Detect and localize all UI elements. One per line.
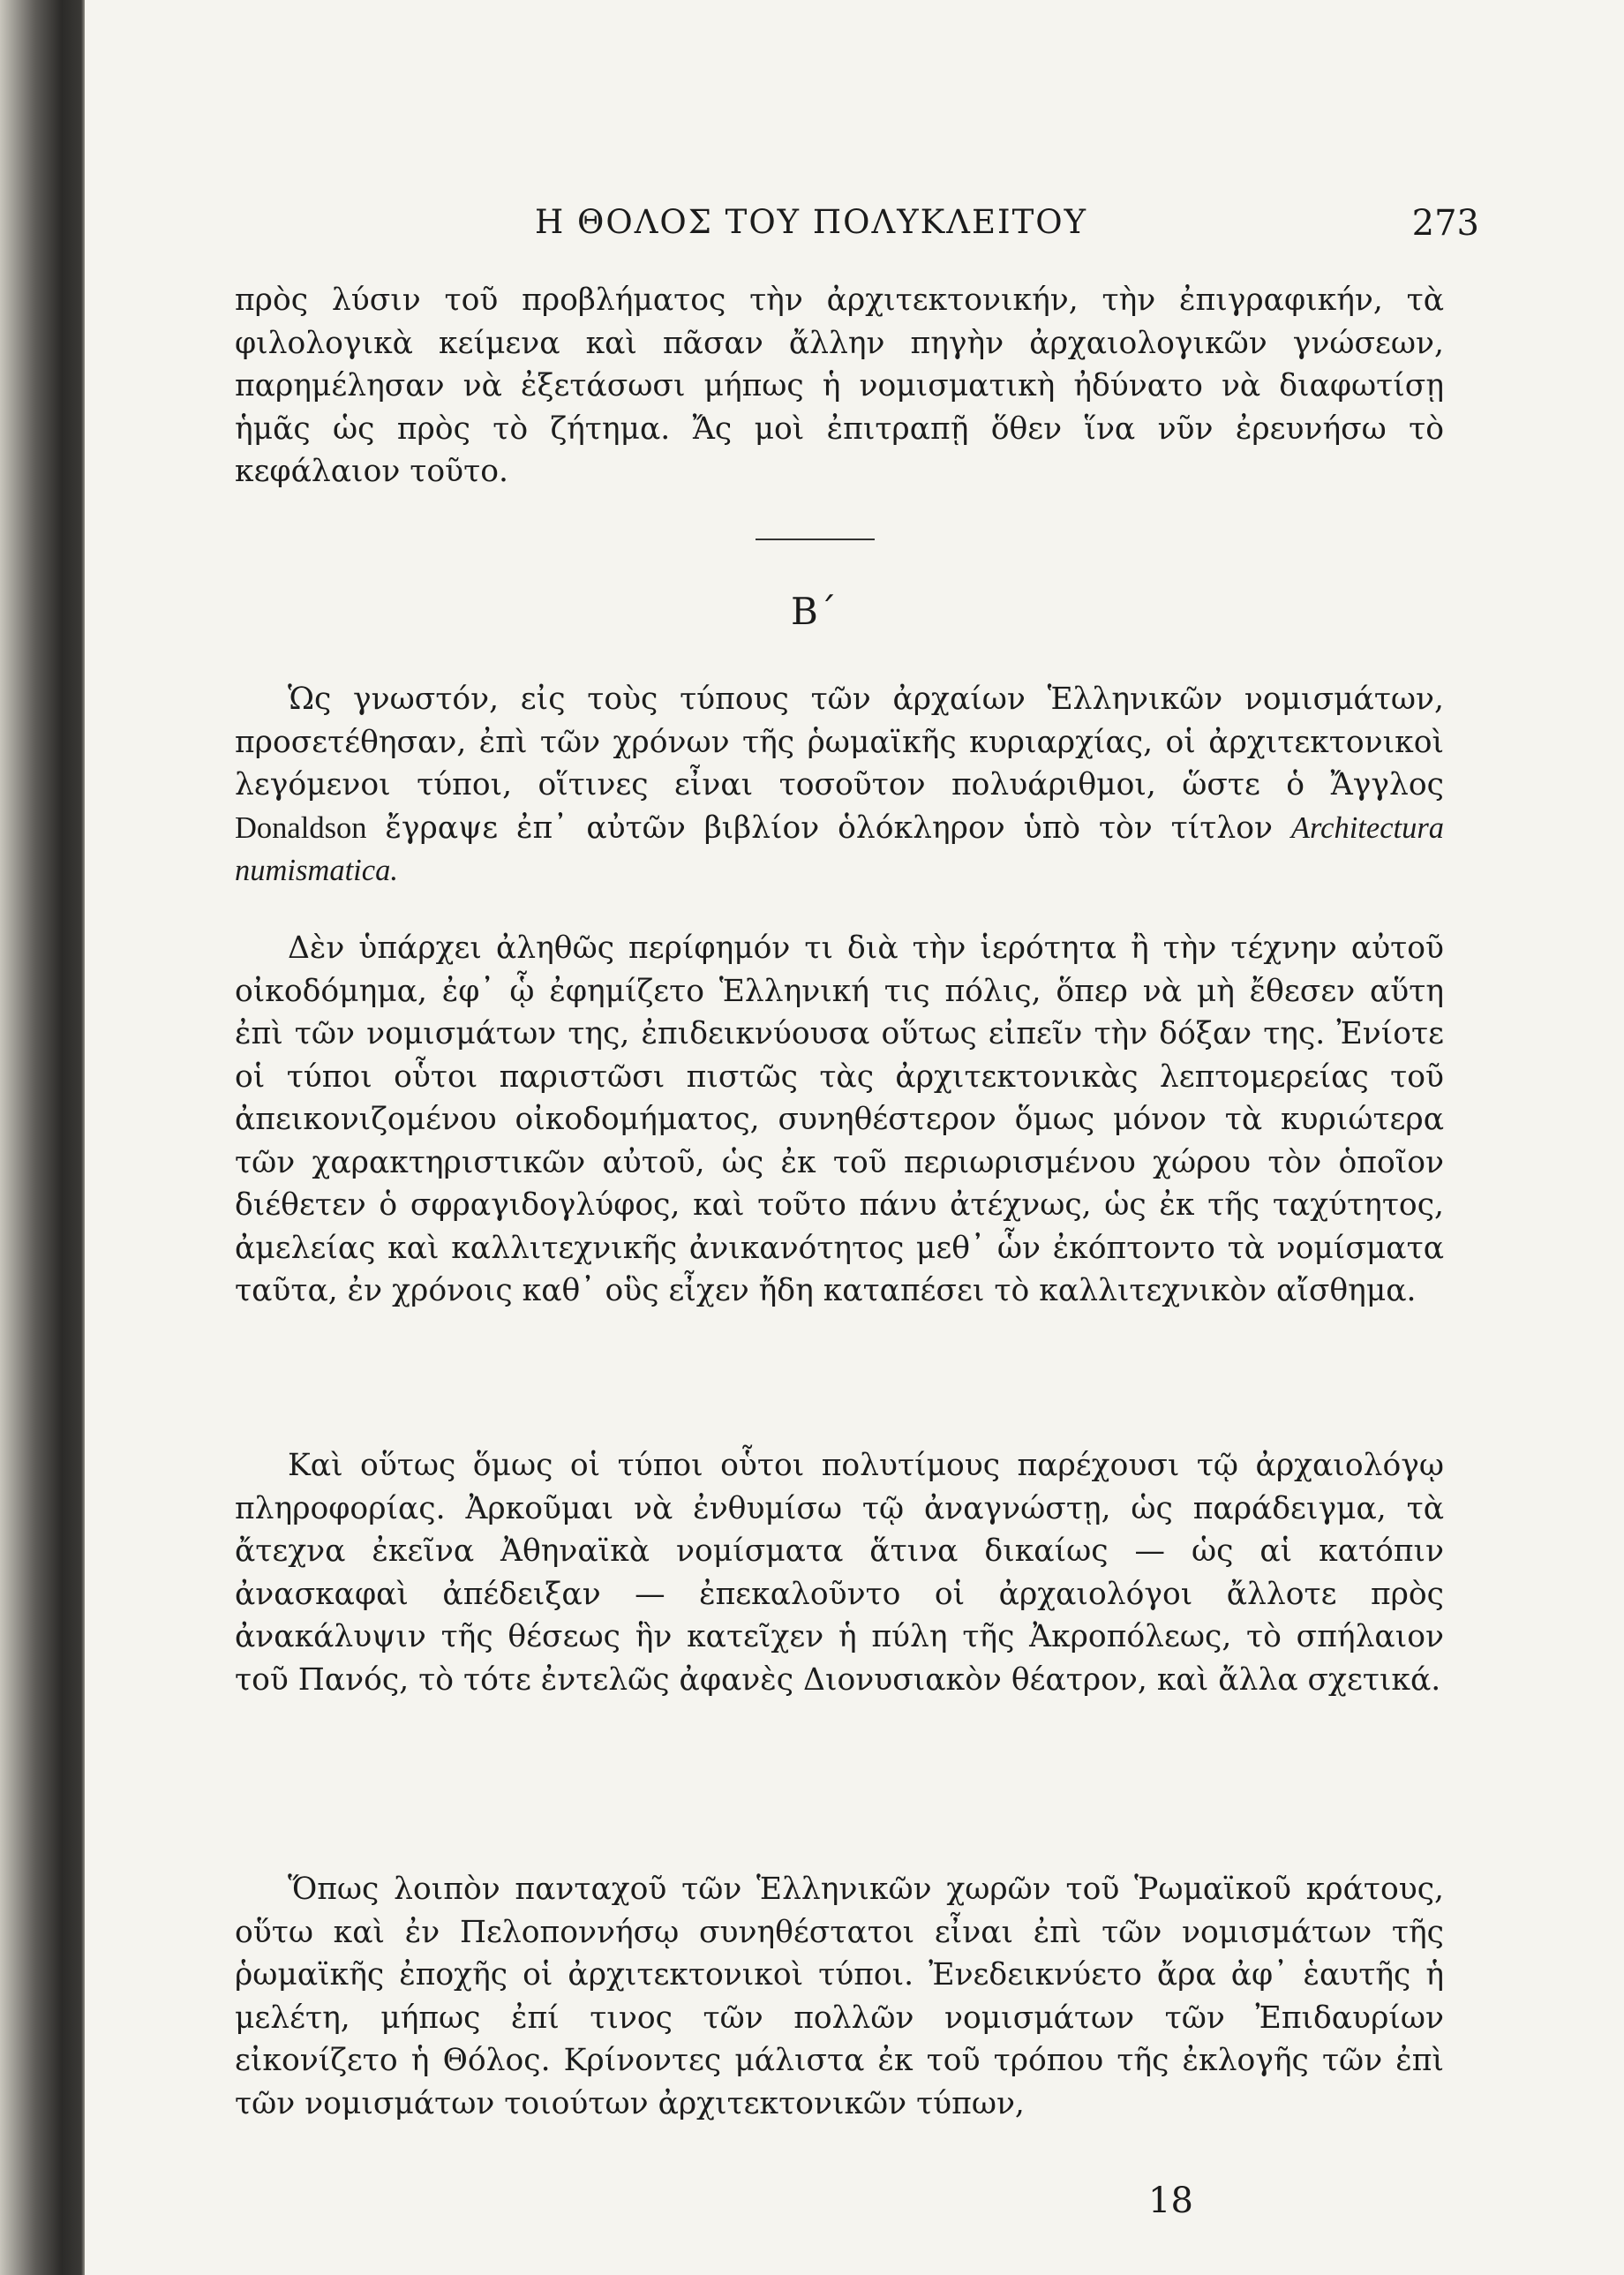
intro-paragraph: πρὸς λύσιν τοῦ προβλήματος τὴν ἀρχιτεκτονικήν, τὴν ἐπιγραφικήν, τὰ φιλολογικὰ κείμενα καὶ πᾶσαν ἄλλην πηγὴν ἀρχαιολογικῶν γνώσεων, παρημέλησαν νὰ ἐξετάσωσι μήπως ἡ νομισματικὴ ἠδύνατο νὰ διαφωτίσῃ ἡμᾶς ὡς πρὸς τὸ ζήτημα. Ἄς μοὶ ἐπιτραπῇ ὅθεν ἵνα νῦν ἐρευνήσω τὸ κεφάλαιον τοῦτο. [235,282,1444,489]
paragraph-3: Καὶ οὕτως ὅμως οἱ τύποι οὗτοι πολυτίμους παρέχουσι τῷ ἀρχαιολόγῳ πληροφορίας. Ἀρκοῦμαι νὰ ἐνθυμίσω τῷ ἀναγνώστῃ, ὡς παράδειγμα, τὰ ἄτεχνα ἐκεῖνα Ἀθηναϊκὰ νομίσματα ἅτινα δικαίως — ὡς αἱ κατόπιν ἀνασκαφαὶ ἀπέδειξαν — ἐπεκαλοῦντο οἱ ἀρχαιολόγοι ἄλλοτε πρὸς ἀνακάλυψιν τῆς θέσεως ἣν κατεῖχεν ἡ πύλη τῆς Ἀκροπόλεως, τὸ σπήλαιον τοῦ Πανός, τὸ τότε ἐντελῶς ἀφανὲς Διονυσιακὸν θέατρον, καὶ ἄλλα σχετικά. [235,1448,1444,1698]
book-binding-gutter [0,0,85,2275]
section-separator-rule [756,539,875,540]
signature-mark: 18 [1148,2181,1193,2221]
paragraph-1-latin-name: Donaldson [235,810,367,845]
paragraph-1-text-a: Ὡς γνωστόν, εἰς τοὺς τύπους τῶν ἀρχαίων Ἑλληνικῶν νομισμάτων, προσετέθησαν, ἐπὶ τῶν χρόνων τῆς ῥωμαϊκῆς κυριαρχίας, οἱ ἀρχιτεκτονικοὶ λεγόμενοι τύποι, οἵτινες εἶναι τοσοῦτον πολυάριθμοι, ὥστε ὁ Ἄγγλος [235,682,1444,802]
paragraph-1-text-b: ἔγραψε ἐπ᾽ αὐτῶν βιβλίον ὁλόκληρον ὑπὸ τὸν τίτλον [385,810,1273,846]
paragraph-4: Ὅπως λοιπὸν πανταχοῦ τῶν Ἑλληνικῶν χωρῶν τοῦ Ῥωμαϊκοῦ κράτους, οὕτω καὶ ἐν Πελοποννήσῳ συνηθέστατοι εἶναι ἐπὶ τῶν νομισμάτων τῆς ῥωμαϊκῆς ἐποχῆς οἱ ἀρχιτεκτονικοὶ τύποι. Ἐνεδεικνύετο ἄρα ἀφ᾽ ἑαυτῆς ἡ μελέτη, μήπως ἐπί τινος τῶν πολλῶν νομισμάτων τῶν Ἐπιδαυρίων εἰκονίζετο ἡ Θόλος. Κρίνοντες μάλιστα ἐκ τοῦ τρόπου τῆς ἐκλογῆς τῶν ἐπὶ τῶν νομισμάτων τοιούτων ἀρχιτεκτονικῶν τύπων, [235,1872,1444,2121]
section-heading: Β΄ [791,590,837,633]
paragraph-1 [235,678,1444,893]
page-number: 273 [1411,203,1479,244]
paragraph-2: Δὲν ὑπάρχει ἀληθῶς περίφημόν τι διὰ τὴν ἱερότητα ἢ τὴν τέχνην αὐτοῦ οἰκοδόμημα, ἐφ᾽ ᾧ ἐφημίζετο Ἑλληνική τις πόλις, ὅπερ νὰ μὴ ἔθεσεν αὕτη ἐπὶ τῶν νομισμάτων της, ἐπιδεικνύουσα οὕτως εἰπεῖν τὴν δόξαν της. Ἐνίοτε οἱ τύποι οὗτοι παριστῶσι πιστῶς τὰς ἀρχιτεκτονικὰς λεπτομερείας τοῦ ἀπεικονιζομένου οἰκοδομήματος, συνηθέστερον ὅμως μόνον τὰ κυριώτερα τῶν χαρακτηριστικῶν αὐτοῦ, ὡς ἐκ τοῦ περιωρισμένου χώρου τὸν ὁποῖον διέθετεν ὁ σφραγιδογλύφος, καὶ τοῦτο πάνυ ἀτέχνως, ὡς ἐκ τῆς ταχύτητος, ἀμελείας καὶ καλλιτεχνικῆς ἀνικανότητος μεθ᾽ ὧν ἐκόπτοντο τὰ νομίσματα ταῦτα, ἐν χρόνοις καθ᾽ οὓς εἶχεν ἤδη καταπέσει τὸ καλλιτεχνικὸν αἴσθημα. [235,930,1444,1308]
book-page [85,0,1624,2275]
running-title: Η ΘΟΛΟΣ ΤΟΥ ΠΟΛΥΚΛΕΙΤΟΥ [535,203,1088,241]
running-header [535,203,1479,256]
paragraph-1-latin-title: Architectura numismatica. [235,810,1445,887]
